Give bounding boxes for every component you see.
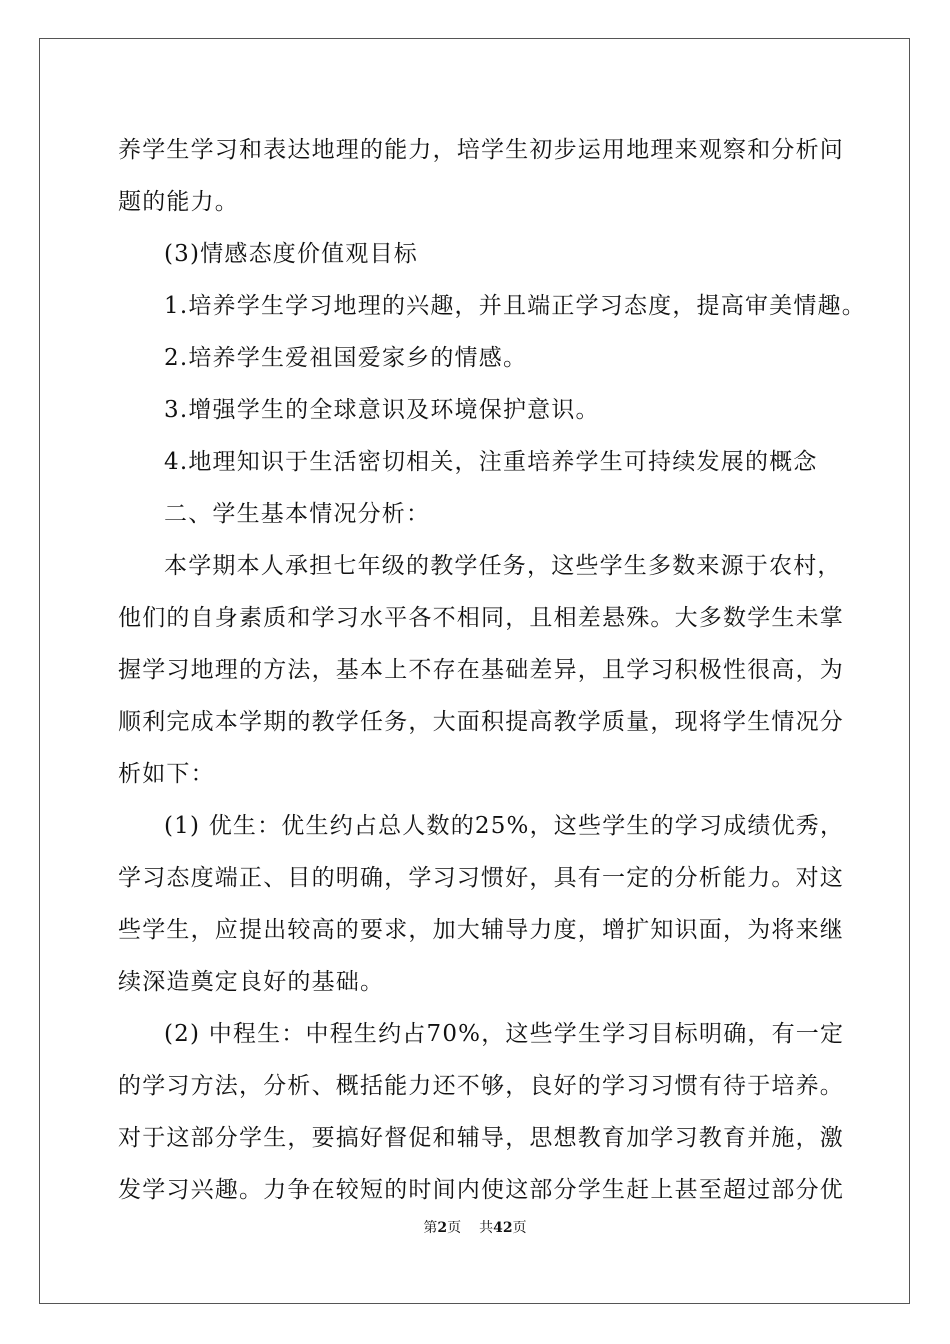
current-page-number: 2 — [437, 1220, 448, 1236]
text-line: 3.增强学生的全球意识及环境保护意识。 — [164, 397, 600, 423]
text-line: 2.培养学生爱祖国爱家乡的情感。 — [164, 345, 528, 371]
text-line: 他们的自身素质和学习水平各不相同，且相差悬殊。大多数学生未掌 — [118, 605, 844, 631]
text-line: 1.培养学生学习地理的兴趣，并且端正学习态度，提高审美情趣。 — [164, 293, 866, 319]
text-line: (3)情感态度价值观目标 — [164, 241, 418, 267]
text-line: 续深造奠定良好的基础。 — [118, 969, 385, 995]
page-footer — [0, 1218, 950, 1238]
text-line: 题的能力。 — [118, 189, 239, 215]
text-line: 析如下： — [118, 761, 215, 787]
page-suffix: 页 — [447, 1220, 462, 1236]
text-line: 本学期本人承担七年级的教学任务，这些学生多数来源于农村， — [164, 553, 842, 579]
total-page-count: 42 — [493, 1220, 513, 1236]
total-prefix: 共 — [479, 1220, 494, 1236]
text-line: 对于这部分学生，要搞好督促和辅导，思想教育加学习教育并施，激 — [118, 1125, 844, 1151]
text-line: (1) 优生：优生约占总人数的25%，这些学生的学习成绩优秀， — [164, 813, 845, 839]
page-prefix: 第 — [423, 1220, 438, 1236]
text-line: 发学习兴趣。力争在较短的时间内使这部分学生赶上甚至超过部分优 — [118, 1177, 844, 1203]
text-line: 4.地理知识于生活密切相关，注重培养学生可持续发展的概念 — [164, 449, 818, 475]
document-body — [118, 124, 866, 1216]
text-line: 养学生学习和表达地理的能力，培学生初步运用地理来观察和分析问 — [118, 137, 844, 163]
text-line: 些学生，应提出较高的要求，加大辅导力度，增扩知识面，为将来继 — [118, 917, 844, 943]
text-line: 学习态度端正、目的明确，学习习惯好，具有一定的分析能力。对这 — [118, 865, 844, 891]
text-line: (2) 中程生：中程生约占70%，这些学生学习目标明确，有一定 — [164, 1021, 845, 1047]
text-line: 二、学生基本情况分析： — [164, 501, 431, 527]
text-line: 握学习地理的方法，基本上不存在基础差异，且学习积极性很高，为 — [118, 657, 844, 683]
text-line: 的学习方法，分析、概括能力还不够，良好的学习习惯有待于培养。 — [118, 1073, 844, 1099]
text-line: 顺利完成本学期的教学任务，大面积提高教学质量，现将学生情况分 — [118, 709, 844, 735]
total-suffix: 页 — [512, 1220, 527, 1236]
